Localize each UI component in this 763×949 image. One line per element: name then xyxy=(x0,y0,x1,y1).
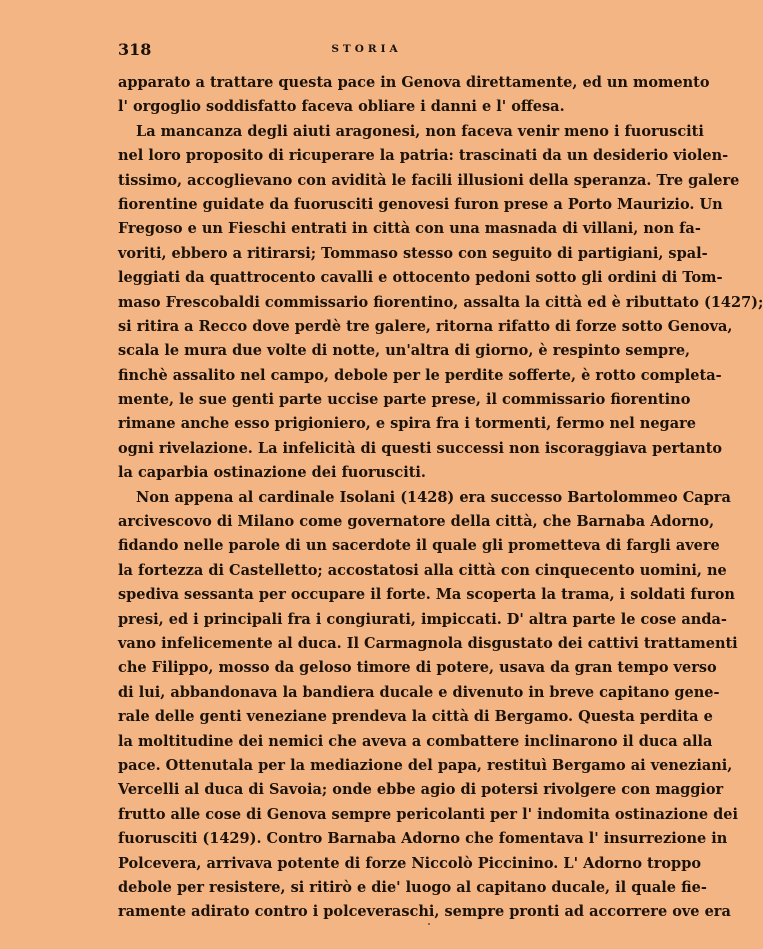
running-head: STORIA xyxy=(331,43,402,55)
text-line: ramente adirato contro i polceveraschi, sempre pronti ad accorrere ove era xyxy=(118,903,731,921)
text-line: di lui, abbandonava la bandiera ducale e divenuto in breve capitano gene- xyxy=(118,683,720,701)
text-line: fiorentine guidate da fuorusciti genovesi furon prese a Porto Maurizio. Un xyxy=(118,195,723,213)
text-line: leggiati da quattrocento cavalli e ottocento pedoni sotto gli ordini di Tom- xyxy=(118,269,723,287)
text-line: Fregoso e un Fieschi entrati in città con una masnada di villani, non fa- xyxy=(118,220,701,238)
text-line: rimane anche esso prigioniero, e spira fra i tormenti, fermo nel negare xyxy=(118,415,696,433)
text-line: la fortezza di Castelletto; accostatosi alla città con cinquecento uomini, ne xyxy=(118,561,727,579)
text-line: frutto alle cose di Genova sempre pericolanti per l' indomita ostinazione dei xyxy=(118,805,739,823)
text-line: Polcevera, arrivava potente di forze Niccolò Piccinino. L' Adorno troppo xyxy=(118,854,702,872)
text-line: pace. Ottenutala per la mediazione del papa, restituì Bergamo ai veneziani, xyxy=(118,756,733,774)
page-number: 318 xyxy=(118,40,152,59)
text-line: la moltitudine dei nemici che aveva a combattere inclinarono il duca alla xyxy=(118,732,713,750)
page-mark xyxy=(428,923,430,925)
text-line: tissimo, accoglievano con avidità le facili illusioni della speranza. Tre galere xyxy=(118,171,740,189)
page-header xyxy=(118,40,615,60)
text-line: fuorusciti (1429). Contro Barnaba Adorno che fomentava l' insurrezione in xyxy=(118,830,728,848)
text-line: vano infelicemente al duca. Il Carmagnola disgustato dei cattivi trattamenti xyxy=(118,634,738,652)
text-line: spediva sessanta per occupare il forte. Ma scoperta la trama, i soldati furon xyxy=(118,586,735,604)
text-line: Vercelli al duca di Savoia; onde ebbe agio di potersi rivolgere con maggior xyxy=(118,781,724,799)
body-text xyxy=(118,71,763,925)
text-line: scala le mura due volte di notte, un'altra di giorno, è respinto sempre, xyxy=(118,342,691,360)
text-line: apparato a trattare questa pace in Genova direttamente, ed un momento xyxy=(118,74,710,91)
text-line: nel loro proposito di ricuperare la patria: trascinati da un desiderio violen- xyxy=(118,147,729,165)
text-line: arcivescovo di Milano come governatore della città, che Barnaba Adorno, xyxy=(118,513,715,531)
text-line: finchè assalito nel campo, debole per le perdite sofferte, è rotto completa- xyxy=(118,366,722,384)
text-line: ogni rivelazione. La infelicità di questi successi non iscoraggiava pertanto xyxy=(118,439,723,457)
text-line: rale delle genti veneziane prendeva la città di Bergamo. Questa perdita e xyxy=(118,708,713,726)
text-line: La mancanza degli aiuti aragonesi, non faceva venir meno i fuorusciti xyxy=(136,122,704,140)
text-line: debole per resistere, si ritirò e die' luogo al capitano ducale, il quale fie- xyxy=(118,878,707,896)
text-line: maso Frescobaldi commissario fiorentino, assalta la città ed è ributtato (1427); xyxy=(118,293,763,311)
text-line: fidando nelle parole di un sacerdote il quale gli prometteva di fargli avere xyxy=(118,537,720,555)
text-line: si ritira a Recco dove perdè tre galere, ritorna rifatto di forze sotto Genova, xyxy=(118,317,733,335)
text-line: presi, ed i principali fra i congiurati, impiccati. D' altra parte le cose anda- xyxy=(118,610,727,628)
text-line: l' orgoglio soddisfatto faceva obliare i danni e l' offesa. xyxy=(118,98,565,116)
text-line: Non appena al cardinale Isolani (1428) era successo Bartolommeo Capra xyxy=(136,488,731,506)
text-line: voriti, ebbero a ritirarsi; Tommaso stesso con seguito di partigiani, spal- xyxy=(118,244,708,262)
text-line: che Filippo, mosso da geloso timore di potere, usava da gran tempo verso xyxy=(118,659,717,677)
text-line: mente, le sue genti parte uccise parte prese, il commissario fiorentino xyxy=(118,391,691,409)
text-line: la caparbia ostinazione dei fuorusciti. xyxy=(118,464,426,482)
